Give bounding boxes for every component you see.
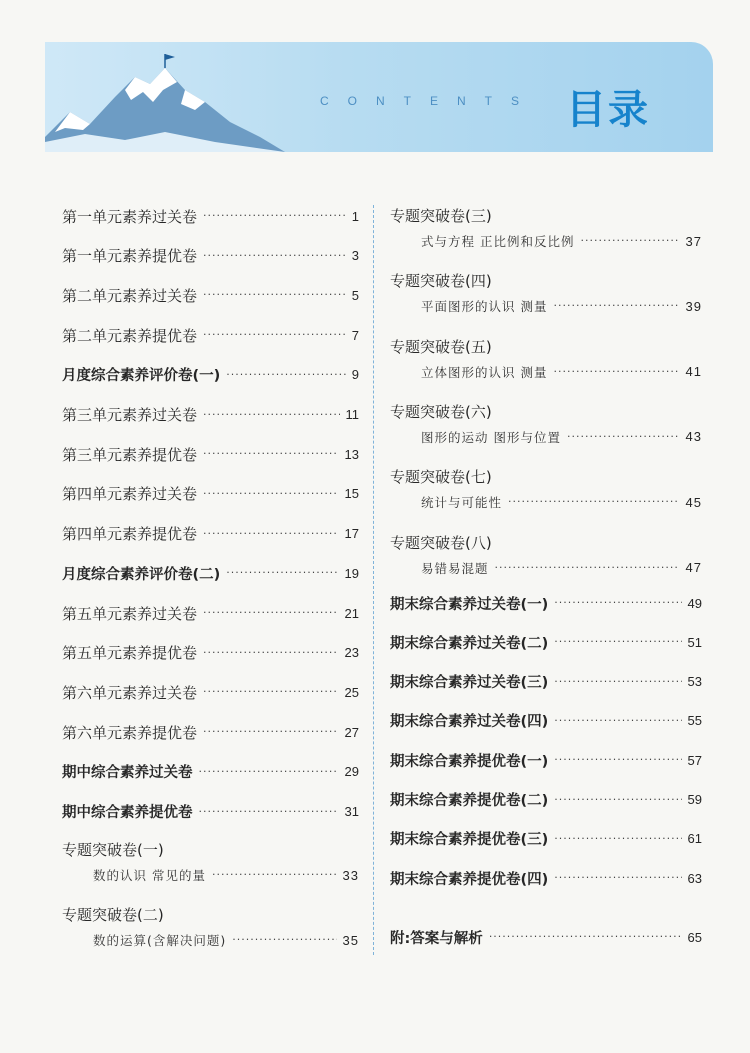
toc-entry[interactable] <box>390 828 702 850</box>
toc-entry-title: 附:答案与解析 <box>390 930 483 947</box>
toc-page-number: 39 <box>685 298 702 314</box>
toc-section-title[interactable]: 专题突破卷(五) <box>390 337 492 356</box>
leader-dots <box>203 721 339 743</box>
leader-dots <box>554 828 681 850</box>
toc-entry[interactable] <box>62 284 359 306</box>
toc-page-number: 63 <box>687 870 702 886</box>
toc-page-number: 23 <box>344 645 359 661</box>
leader-dots <box>226 562 338 584</box>
toc-entry[interactable] <box>62 443 359 465</box>
toc-entry-title: 月度综合素养评价卷(一) <box>62 368 221 385</box>
toc-page-number: 61 <box>687 831 702 847</box>
leader-dots <box>554 631 681 653</box>
toc-entry-title: 期末综合素养过关卷(三) <box>390 675 549 692</box>
toc-page-number: 19 <box>344 565 359 581</box>
leader-dots <box>203 284 346 306</box>
toc-section-title[interactable]: 专题突破卷(八) <box>390 533 492 552</box>
toc-section-title[interactable]: 专题突破卷(三) <box>390 207 492 225</box>
leader-dots <box>554 592 681 614</box>
toc-entry[interactable] <box>62 205 359 227</box>
toc-entry[interactable] <box>62 483 359 505</box>
leader-dots <box>508 491 680 513</box>
toc-entry[interactable] <box>62 642 359 664</box>
leader-dots <box>203 245 346 267</box>
toc-page-number: 37 <box>685 233 702 249</box>
toc-entry[interactable] <box>62 562 359 584</box>
toc-entry[interactable] <box>390 631 702 653</box>
leader-dots <box>554 671 681 693</box>
leader-dots <box>567 426 680 448</box>
toc-entry-title: 期末综合素养提优卷(一) <box>390 753 549 770</box>
leader-dots <box>495 557 680 579</box>
toc-page-number: 47 <box>685 560 702 575</box>
toc-page-number: 3 <box>351 248 359 264</box>
toc-page-number: 5 <box>351 287 359 303</box>
toc-page-number: 9 <box>351 367 359 383</box>
leader-dots <box>203 642 339 664</box>
toc-entry-title: 期末综合素养过关卷(一) <box>390 596 549 613</box>
toc-section-title[interactable]: 专题突破卷(六) <box>390 402 492 421</box>
contents-label: CONTENTS <box>320 94 538 108</box>
leader-dots <box>212 864 337 886</box>
toc-entry-title: 第六单元素养过关卷 <box>62 683 198 702</box>
toc-entry-title: 第五单元素养提优卷 <box>62 644 198 663</box>
toc-page-number: 29 <box>344 764 359 780</box>
header-banner <box>45 42 713 152</box>
toc-page-number: 49 <box>687 595 702 611</box>
toc-page-number: 51 <box>687 634 702 650</box>
toc-entry-title: 图形的运动 图形与位置 <box>421 429 561 445</box>
toc-entry[interactable] <box>62 721 359 743</box>
toc-page-number: 33 <box>342 867 359 883</box>
leader-dots <box>203 443 339 465</box>
toc-entry-title: 第二单元素养过关卷 <box>62 286 198 305</box>
toc-entry[interactable] <box>390 710 702 732</box>
toc-entry-title: 立体图形的认识 测量 <box>421 364 548 380</box>
toc-entry-title: 第一单元素养过关卷 <box>62 207 198 226</box>
toc-entry[interactable] <box>421 361 702 383</box>
leader-dots <box>554 749 681 771</box>
toc-entry[interactable] <box>421 230 702 252</box>
toc-page-number: 7 <box>351 327 359 343</box>
leader-dots <box>554 710 681 732</box>
snow-mountain-icon <box>45 42 285 152</box>
leader-dots <box>226 364 346 386</box>
leader-dots <box>553 361 679 383</box>
toc-entry[interactable] <box>62 761 359 783</box>
toc-page-number: 59 <box>687 792 702 807</box>
toc-entry-title: 期中综合素养提优卷 <box>62 805 193 821</box>
toc-page-number: 35 <box>342 932 359 948</box>
toc-entry[interactable] <box>62 602 359 624</box>
leader-dots <box>580 230 679 252</box>
toc-entry[interactable] <box>93 864 359 886</box>
leader-dots <box>203 483 339 505</box>
toc-entry-title: 第六单元素养提优卷 <box>62 723 198 742</box>
toc-entry-title: 数的运算(含解决问题) <box>93 933 227 948</box>
toc-page-number: 43 <box>685 429 702 445</box>
toc-entry[interactable] <box>62 523 359 545</box>
toc-page-number: 41 <box>685 364 702 380</box>
toc-entry-title: 期末综合素养提优卷(四) <box>390 871 549 888</box>
toc-entry-title: 期末综合素养提优卷(三) <box>390 832 549 849</box>
toc-entry[interactable] <box>93 929 359 951</box>
toc-entry[interactable] <box>390 671 702 693</box>
toc-entry[interactable] <box>62 681 359 703</box>
toc-entry-title: 数的认识 常见的量 <box>93 868 206 883</box>
toc-entry-title: 月度综合素养评价卷(二) <box>62 566 221 583</box>
toc-entry[interactable] <box>421 295 702 317</box>
leader-dots <box>199 761 339 783</box>
toc-entry[interactable] <box>62 324 359 346</box>
toc-page-number: 15 <box>344 486 359 502</box>
toc-entry-title: 易错易混题 <box>421 560 489 576</box>
toc-section-title[interactable]: 专题突破卷(二) <box>62 906 164 924</box>
leader-dots <box>203 404 339 426</box>
toc-section-title[interactable]: 专题突破卷(七) <box>390 468 492 487</box>
toc-entry[interactable] <box>390 867 702 889</box>
toc-entry-title: 期中综合素养过关卷 <box>62 765 193 782</box>
toc-entry[interactable] <box>62 245 359 267</box>
toc-section-title[interactable]: 专题突破卷(一) <box>62 841 164 859</box>
toc-page-number: 57 <box>687 752 702 768</box>
toc-entry[interactable] <box>62 801 359 823</box>
toc-page-number: 21 <box>344 605 359 621</box>
leader-dots <box>199 801 339 823</box>
leader-dots <box>203 324 346 346</box>
toc-page-number: 31 <box>344 804 359 819</box>
leader-dots <box>232 929 336 951</box>
toc-entry[interactable] <box>390 926 702 948</box>
toc-section-title[interactable]: 专题突破卷(四) <box>390 272 492 291</box>
toc-page-number: 45 <box>685 494 702 510</box>
toc-entry[interactable] <box>390 592 702 614</box>
toc-entry[interactable] <box>421 491 702 513</box>
leader-dots <box>203 523 339 545</box>
toc-entry-title: 统计与可能性 <box>421 495 503 511</box>
toc-entry[interactable] <box>421 557 702 579</box>
leader-dots <box>554 867 681 889</box>
toc-entry[interactable] <box>390 749 702 771</box>
toc-entry-title: 期末综合素养过关卷(四) <box>390 714 549 731</box>
toc-entry-title: 第三单元素养提优卷 <box>62 445 198 464</box>
toc-page-number: 53 <box>687 674 702 690</box>
toc-entry[interactable] <box>421 426 702 448</box>
toc-page-number: 13 <box>344 446 359 462</box>
column-divider <box>373 205 374 955</box>
toc-entry-title: 第一单元素养提优卷 <box>62 247 198 266</box>
toc-page-number: 27 <box>344 724 359 740</box>
leader-dots <box>203 602 339 624</box>
toc-entry-title: 第三单元素养过关卷 <box>62 406 198 424</box>
leader-dots <box>489 926 682 948</box>
toc-page-number: 1 <box>351 208 359 224</box>
toc-page-number: 11 <box>345 407 359 422</box>
toc-entry-title: 期末综合素养提优卷(二) <box>390 793 549 809</box>
toc-entry-title: 第五单元素养过关卷 <box>62 604 198 623</box>
toc-entry-title: 第二单元素养提优卷 <box>62 326 198 345</box>
toc-entry-title: 平面图形的认识 测量 <box>421 299 548 315</box>
toc-entry-title: 期末综合素养过关卷(二) <box>390 635 549 652</box>
toc-page-number: 25 <box>344 684 359 700</box>
page-title: 目录 <box>566 87 650 133</box>
toc-entry[interactable] <box>390 789 702 811</box>
toc-entry-title: 第四单元素养提优卷 <box>62 525 198 544</box>
leader-dots <box>553 295 679 317</box>
leader-dots <box>203 205 346 227</box>
toc-entry[interactable] <box>62 404 359 426</box>
leader-dots <box>554 789 681 811</box>
leader-dots <box>203 681 339 703</box>
toc-page-number: 55 <box>687 713 702 729</box>
toc-entry-title: 第四单元素养过关卷 <box>62 485 198 504</box>
toc-page-number: 17 <box>344 526 359 542</box>
toc-entry[interactable] <box>62 364 359 386</box>
toc-page-number: 65 <box>687 929 702 945</box>
toc-entry-title: 式与方程 正比例和反比例 <box>421 234 575 249</box>
